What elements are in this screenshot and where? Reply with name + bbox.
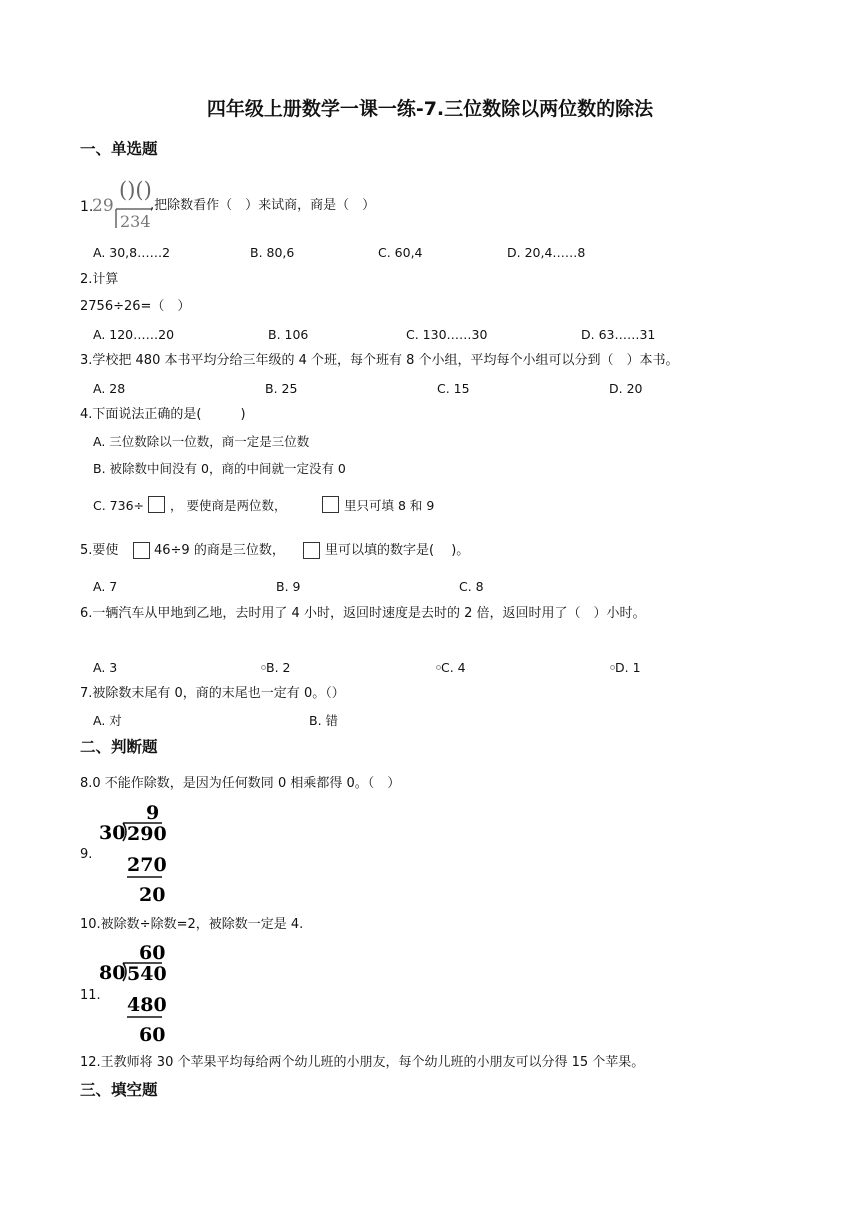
remainder: 60	[139, 1024, 166, 1046]
section-heading-fill-in: 三、填空题	[80, 1081, 158, 1099]
section-heading-true-false: 二、判断题	[80, 738, 158, 756]
question-8-text: 8.0 不能作除数，是因为任何数同 0 相乘都得 0。（ ）	[80, 776, 401, 791]
option-c[interactable]: C. 130……30	[406, 327, 488, 342]
option-b[interactable]: B. 被除数中间没有 0，商的中间就一定没有 0	[93, 461, 346, 476]
option-b[interactable]: B. 80,6	[250, 245, 295, 260]
question-number: 9.	[80, 847, 93, 862]
dividend: 290	[127, 823, 167, 845]
option-a[interactable]: A. 28	[93, 381, 126, 396]
long-division-figure	[92, 178, 154, 230]
question-text: ,把除数看作（ ）来试商，商是（ ）	[150, 198, 376, 213]
quotient: 60	[139, 942, 166, 964]
option-c[interactable]: C. 736÷	[93, 498, 145, 513]
dividend: 234	[120, 212, 151, 230]
page-title: 四年级上册数学一课一练-7.三位数除以两位数的除法	[206, 98, 654, 120]
question-text: 7.被除数末尾有 0，商的末尾也一定有 0。（）	[80, 686, 345, 701]
option-c[interactable]: C. 4	[441, 660, 466, 675]
option-b[interactable]: B. 106	[268, 327, 309, 342]
quotient-placeholder: ()()	[119, 178, 152, 202]
remainder: 20	[139, 884, 166, 906]
section-heading-single-choice: 一、单选题	[80, 140, 158, 158]
question-text-end: 里可以填的数字是( )。	[325, 543, 470, 558]
divisor: 30	[99, 822, 126, 844]
option-c-text-end: 里只可填 8 和 9	[344, 498, 435, 513]
product: 480	[127, 994, 167, 1016]
question-text-start: 5.要使	[80, 543, 119, 558]
option-a[interactable]: A. 30,8……2	[93, 245, 171, 260]
option-c[interactable]: C. 8	[459, 579, 484, 594]
blank-box	[303, 542, 320, 559]
question-number: 11.	[80, 988, 101, 1003]
question-number: 1.	[80, 199, 94, 215]
question-text: 4.下面说法正确的是( )	[80, 407, 246, 422]
question-text: 3.学校把 480 本书平均分给三年级的 4 个班，每个班有 8 个小组，平均每个小组可以分到（ ）本书。	[80, 353, 679, 368]
question-12-text: 12.王教师将 30 个苹果平均每给两个幼儿班的小朋友，每个幼儿班的小朋友可以分得 15 个苹果。	[80, 1055, 645, 1070]
product: 270	[127, 854, 167, 876]
option-b[interactable]: B. 2	[266, 660, 291, 675]
quotient: 9	[146, 802, 160, 824]
option-d[interactable]: D. 20	[609, 381, 643, 396]
dividend: 540	[127, 963, 167, 985]
divisor: 80	[99, 962, 126, 984]
blank-box	[322, 496, 339, 513]
option-a[interactable]: A. 120……20	[93, 327, 175, 342]
option-a[interactable]: A. 对	[93, 713, 122, 728]
option-d[interactable]: D. 63……31	[581, 327, 656, 342]
option-b[interactable]: B. 错	[309, 713, 339, 728]
option-a[interactable]: A. 7	[93, 579, 118, 594]
question-text: 2.计算	[80, 272, 119, 287]
question-expression: 2756÷26=（ ）	[80, 299, 191, 314]
option-c[interactable]: C. 60,4	[378, 245, 423, 260]
option-a[interactable]: A. 3	[93, 660, 118, 675]
option-d[interactable]: D. 20,4……8	[507, 245, 586, 260]
long-division-figure	[96, 940, 176, 1048]
option-c-text: ， 要使商是两位数，	[170, 498, 287, 513]
question-text-middle: 46÷9 的商是三位数，	[154, 543, 285, 558]
option-c[interactable]: C. 15	[437, 381, 470, 396]
divisor: 29	[92, 196, 114, 216]
question-text: 6.一辆汽车从甲地到乙地，去时用了 4 小时，返回时速度是去时的 2 倍，返回时用了（ ）小时。	[80, 606, 646, 621]
option-b[interactable]: B. 9	[276, 579, 301, 594]
blank-box	[133, 542, 150, 559]
option-b[interactable]: B. 25	[265, 381, 298, 396]
blank-box	[148, 496, 165, 513]
question-10-text: 10.被除数÷除数=2，被除数一定是 4.	[80, 917, 304, 932]
option-d[interactable]: D. 1	[615, 660, 641, 675]
long-division-figure	[96, 800, 176, 908]
option-a[interactable]: A. 三位数除以一位数，商一定是三位数	[93, 434, 310, 449]
